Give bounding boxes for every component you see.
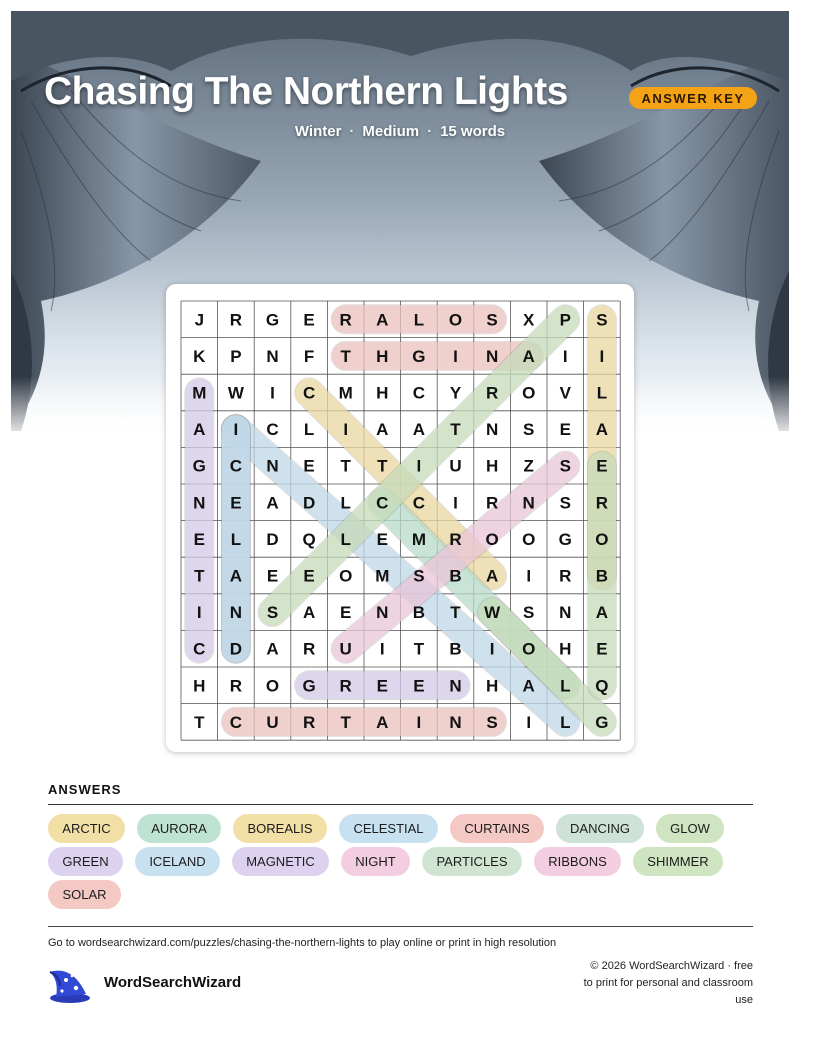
grid-letter: I (416, 456, 422, 476)
grid-letter: T (340, 712, 351, 732)
grid-letter: C (266, 420, 279, 440)
grid-letter: M (411, 529, 426, 549)
answer-chip-borealis: BOREALIS (233, 814, 327, 843)
grid-letter: A (522, 346, 535, 366)
grid-letter: A (485, 566, 499, 586)
grid-letter: O (339, 566, 353, 586)
answer-chip-night: NIGHT (341, 847, 410, 876)
grid-letter: Y (449, 383, 462, 403)
grid-letter: I (233, 420, 239, 440)
grid-letter: I (526, 566, 532, 586)
grid-letter: H (376, 346, 389, 366)
grid-letter: S (266, 603, 279, 623)
meta-difficulty: Medium (362, 123, 420, 140)
grid-letter: E (596, 456, 608, 476)
grid-letter: I (489, 639, 495, 659)
grid-letter: R (339, 676, 352, 696)
grid-letter: S (413, 566, 425, 586)
answer-key-badge: ANSWER KEY (629, 87, 757, 109)
grid-letter: W (227, 383, 244, 403)
grid-letter: E (193, 529, 205, 549)
grid-letter: K (193, 346, 206, 366)
grid-letter: N (266, 346, 279, 366)
grid-letter: G (412, 346, 426, 366)
grid-letter: S (559, 493, 571, 513)
grid-letter: U (266, 712, 279, 732)
grid-letter: I (453, 493, 458, 513)
divider (48, 804, 753, 805)
grid-letter: C (412, 493, 426, 513)
grid-letter: A (193, 420, 206, 440)
answer-chip-arctic: ARCTIC (48, 814, 125, 843)
grid-letter: M (192, 383, 207, 403)
grid-letter: A (229, 566, 243, 586)
grid-letter: N (449, 676, 462, 696)
grid-letter: H (559, 639, 572, 659)
grid-letter: H (193, 676, 206, 696)
grid-letter: H (485, 456, 499, 476)
grid-letter: N (485, 420, 499, 440)
answer-chip-magnetic: MAGNETIC (232, 847, 329, 876)
grid-letter: E (596, 639, 608, 659)
grid-letter: N (266, 456, 279, 476)
grid-letter: T (450, 603, 461, 623)
grid-letter: H (485, 676, 499, 696)
grid-letter: E (376, 676, 388, 696)
puzzle-title: Chasing The Northern Lights (44, 70, 568, 113)
grid-letter: F (303, 346, 315, 366)
grid-letter: E (303, 310, 315, 330)
grid-letter: A (376, 310, 389, 330)
answer-chip-curtains: CURTAINS (450, 814, 544, 843)
grid-letter: O (595, 529, 609, 549)
grid-letter: B (449, 639, 462, 659)
grid-letter: N (193, 493, 206, 513)
grid-letter: H (376, 383, 389, 403)
grid-letter: R (229, 676, 243, 696)
answer-chip-shimmer: SHIMMER (633, 847, 723, 876)
grid-letter: J (194, 310, 205, 330)
grid-letter: R (595, 493, 609, 513)
grid-letter: A (376, 712, 389, 732)
grid-letter: N (559, 603, 572, 623)
grid-letter: N (522, 493, 535, 513)
separator-dot: · (427, 123, 433, 140)
grid-letter: A (595, 420, 609, 440)
answer-chip-particles: PARTICLES (422, 847, 522, 876)
grid-letter: Q (595, 676, 609, 696)
grid-letter: C (302, 383, 316, 403)
grid-letter: U (449, 456, 462, 476)
grid-letter: A (522, 676, 535, 696)
grid-letter: R (229, 310, 243, 330)
copyright-text: © 2026 WordSearchWizard · free to print for personal and classroom use (583, 960, 753, 1006)
grid-letter: S (559, 456, 571, 476)
grid-letter: A (376, 420, 389, 440)
grid-letter: O (522, 383, 536, 403)
grid-letter: L (303, 420, 315, 440)
grid-letter: C (412, 383, 426, 403)
grid-letter: O (448, 310, 463, 330)
grid-letter: I (416, 712, 422, 732)
grid-letter: I (599, 346, 605, 366)
grid-letter: G (558, 529, 572, 549)
grid-letter: I (453, 346, 458, 366)
grid-letter: S (523, 603, 535, 623)
answer-chip-solar: SOLAR (48, 880, 121, 909)
grid-letter: D (229, 639, 243, 659)
grid-letter: L (340, 493, 351, 513)
grid-letter: O (522, 639, 536, 659)
grid-letter: C (193, 639, 206, 659)
grid-letter: R (559, 566, 572, 586)
grid-letter: I (343, 420, 349, 440)
grid-letter: U (339, 639, 352, 659)
grid-letter: R (302, 639, 316, 659)
puzzle-meta (0, 123, 800, 140)
grid-letter: S (523, 420, 535, 440)
grid-letter: S (486, 310, 498, 330)
grid-letter: O (265, 676, 280, 696)
grid-letter: E (230, 493, 242, 513)
grid-letter: T (340, 346, 351, 366)
grid-letter: T (194, 712, 205, 732)
grid-letter: L (413, 310, 425, 330)
grid-letter: L (560, 676, 571, 696)
answer-chip-glow: GLOW (656, 814, 724, 843)
footer-link-text[interactable]: Go to wordsearchwizard.com/puzzles/chasing-the-northern-lights to play online or print in high resolution (48, 937, 557, 949)
answer-chip-dancing: DANCING (556, 814, 644, 843)
answer-chip-green: GREEN (48, 847, 123, 876)
grid-letter: G (192, 456, 206, 476)
grid-letter: T (450, 420, 461, 440)
grid-letter: T (377, 456, 388, 476)
grid-letter: A (595, 603, 609, 623)
grid-letter: N (376, 603, 389, 623)
grid-letter: B (412, 603, 426, 623)
answers-heading: ANSWERS (48, 782, 122, 797)
grid-letter: Z (523, 456, 534, 476)
divider (48, 926, 753, 927)
grid-letter: R (449, 529, 462, 549)
grid-letter: G (595, 712, 609, 732)
grid-letter: G (302, 676, 316, 696)
grid-letter: M (375, 566, 390, 586)
grid-letter: B (449, 566, 462, 586)
meta-theme: Winter (294, 123, 342, 140)
grid-letter: N (449, 712, 462, 732)
puzzle-card (166, 284, 634, 752)
grid-letter: L (340, 529, 351, 549)
meta-word-count: 15 words (440, 123, 506, 140)
grid-letter: E (303, 456, 315, 476)
grid-letter: P (559, 310, 571, 330)
word-search-grid (166, 284, 634, 752)
answer-chip-ribbons: RIBBONS (534, 847, 621, 876)
grid-letter: O (485, 529, 499, 549)
grid-letter: R (485, 493, 499, 513)
grid-letter: I (526, 712, 532, 732)
grid-letter: N (229, 603, 243, 623)
grid-letter: L (230, 529, 242, 549)
grid-letter: T (340, 456, 351, 476)
grid-letter: S (596, 310, 608, 330)
grid-letter: E (266, 566, 279, 586)
grid-letter: E (303, 566, 315, 586)
grid-letter: O (522, 529, 536, 549)
answer-chip-iceland: ICELAND (135, 847, 220, 876)
separator-dot: · (349, 123, 355, 140)
answer-chip-celestial: CELESTIAL (339, 814, 438, 843)
grid-letter: B (595, 566, 609, 586)
grid-letter: T (194, 566, 205, 586)
grid-letter: X (523, 310, 535, 330)
brand-name: WordSearchWizard (104, 974, 242, 991)
grid-letter: R (339, 310, 352, 330)
grid-letter: L (596, 383, 608, 403)
grid-letter: L (560, 712, 571, 732)
grid-letter: W (484, 603, 501, 623)
grid-letter: C (229, 456, 243, 476)
grid-letter: A (266, 639, 279, 659)
grid-letter: I (196, 603, 202, 623)
grid-letter: R (302, 712, 316, 732)
grid-letter: D (266, 529, 279, 549)
grid-letter: C (229, 712, 243, 732)
grid-letter: V (559, 383, 571, 403)
grid-letter: A (266, 493, 279, 513)
grid-letter: Q (302, 529, 316, 549)
grid-letter: A (302, 603, 316, 623)
wizard-hat-icon (46, 964, 92, 1009)
grid-letter: S (486, 712, 498, 732)
grid-letter: E (413, 676, 425, 696)
grid-letter: D (302, 493, 316, 513)
grid-letter: P (230, 346, 242, 366)
grid-letter: N (485, 346, 499, 366)
answer-chip-aurora: AURORA (137, 814, 221, 843)
grid-letter: I (270, 383, 275, 403)
grid-letter: R (485, 383, 499, 403)
grid-letter: A (412, 420, 426, 440)
grid-letter: T (413, 639, 425, 659)
grid-letter: C (376, 493, 389, 513)
grid-letter: I (562, 346, 568, 366)
grid-letter: E (559, 420, 571, 440)
grid-letter: M (338, 383, 353, 403)
grid-letter: E (376, 529, 388, 549)
grid-letter: I (379, 639, 385, 659)
grid-letter: E (340, 603, 352, 623)
grid-letter: G (265, 310, 280, 330)
